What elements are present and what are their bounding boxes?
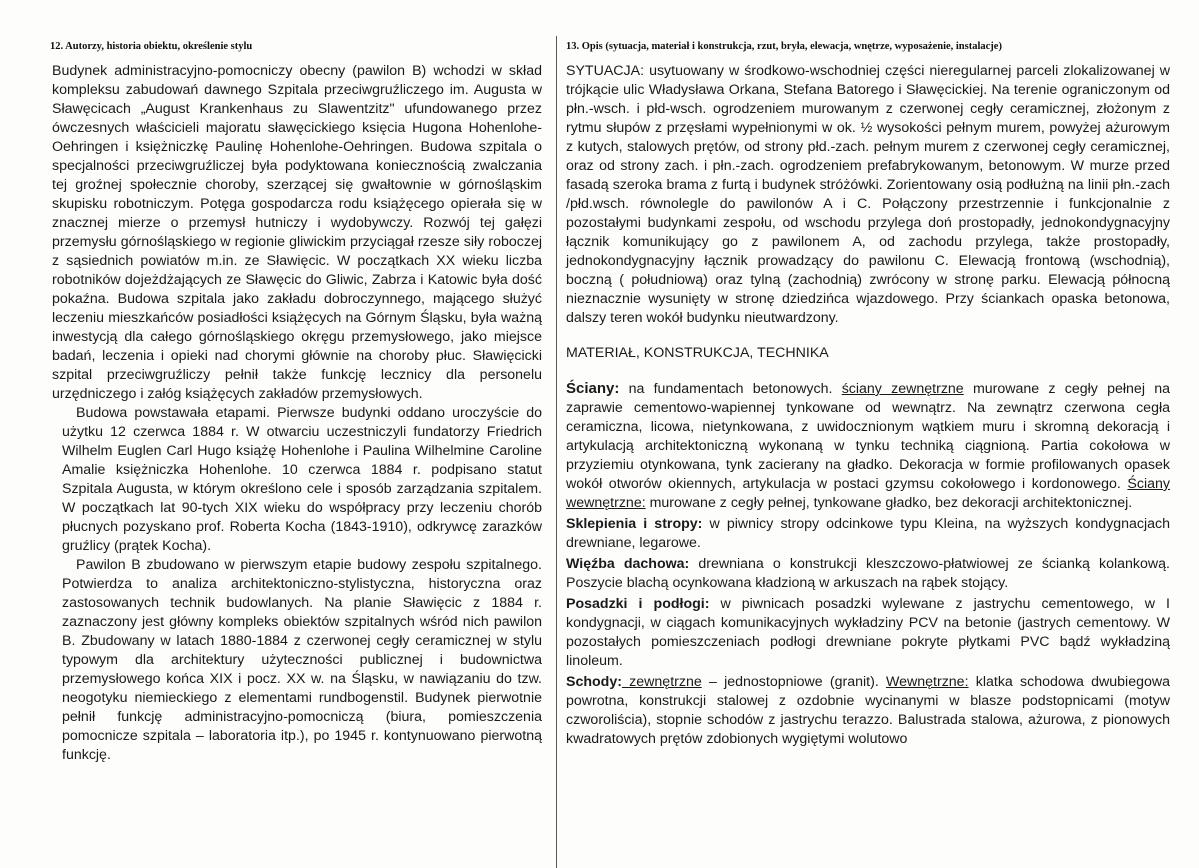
- section-heading-description: 13. Opis (sytuacja, materiał i konstrukcja, rzut, bryła, elewacja, wnętrze, wyposażenie, instalacje): [566, 41, 1002, 52]
- ceilings-text: w piwnicy stropy odcinkowe typu Kleina, na wyższych kondygnacjach drewniane, legarowe.: [566, 516, 1170, 551]
- situation-paragraph: SYTUACJA: usytuowany w środkowo-wschodniej części nieregularnej parceli zlokalizowanej w trójkącie ulic Władysława Orkana, Stefana Batorego i Sławęcickiej. Na terenie ograniczonym od płn.-wsch. i płd-wsch. ogrodzeniem murowanym z czerwonej cegły ceramicznej, złożonym z rytmu słupów z przęsłami wypełnionymi w ok. ½ wysokości pełnym murem, powyżej ażurowym z kutych, stalowych prętów, od strony płd.-zach. pełnym murem z czerwonej cegły ceramicznej, oraz od strony zach. i płn.-zach. ogrodzeniem prefabrykowanym, betonowym. W murze przed fasadą szeroka brama z furtą i budynek stróżówki. Zorientowany osią podłużną na linii płn.-zach /płd.wsch. równolegle do pawilonów A i C. Połączony przestrzennie i funkcjonalnie z pozostałymi budynkami zespołu, od wschodu przylega doń prostopadły, jednokondygnacyjny łącznik komunikujący go z pawilonem A, od zachodu przylega, także prostopadły, jednokondygnacyjny łącznik prowadzący do pawilonu C. Elewacją frontową (wschodnią), boczną ( południową) oraz tylną (zachodnią) zwrócony w stronę parku. Elewacją północną nieznacznie wysunięty w stronę dziedzińca wjazdowego. Przy ściankach opaska betonowa, dalszy teren wokół budynku nieutwardzony.: [566, 63, 1170, 326]
- stairs-text-1: – jednostopniowe (granit).: [701, 674, 886, 690]
- walls-label: Ściany:: [566, 380, 620, 397]
- floors-entry: [566, 595, 1170, 671]
- walls-entry: [566, 379, 1170, 513]
- right-column: [566, 40, 1170, 751]
- left-column: [50, 40, 542, 765]
- walls-text-3: murowane z cegły pełnej, tynkowane gładko, bez dekoracji architektonicznej.: [645, 495, 1133, 511]
- ceilings-label: Sklepienia i stropy:: [566, 516, 703, 532]
- walls-text-1: na fundamentach betonowych.: [619, 381, 842, 397]
- roof-entry: [566, 555, 1170, 593]
- floors-label: Posadzki i podłogi:: [566, 596, 710, 612]
- material-section-title: MATERIAŁ, KONSTRUKCJA, TECHNIKA: [566, 345, 829, 361]
- exterior-walls-label: ściany zewnętrzne: [841, 381, 964, 397]
- ceilings-entry: [566, 515, 1170, 553]
- history-paragraph-2: Budowa powstawała etapami. Pierwsze budynki oddano uroczyście do użytku 12 czerwca 1884 r. W otwarciu uczestniczyli fundatorzy Friedrich Wilhelm Euglen Carl Hugo książę Hohenlohe i Paulina Wilhelmine Caroline Amalie księżniczka Hohenlohe. 10 czerwca 1884 r. podpisano statut Szpitala Augusta, w którym określono cele i sposób zarządzania szpitalem. W początkach lat 90-tych XIX wieku do współpracy przy leczeniu chorób płucnych pozyskano prof. Roberta Kocha (1843-1910), odkrywcę zarazków gruźlicy (prątek Kocha).: [62, 405, 542, 554]
- roof-text: drewniana o konstrukcji kleszczowo-płatwiowej ze ścianką kolankową. Poszycie blachą ocynkowana kładzioną w arkuszach na rąbek stojący.: [566, 556, 1170, 591]
- interior-walls-label: Ściany wewnętrzne:: [566, 476, 1170, 511]
- history-paragraph-3: Pawilon B zbudowano w pierwszym etapie budowy zespołu szpitalnego. Potwierdza to analiza architektoniczno-stylistyczna, historyczna oraz zastosowanych technik budowlanych. Na planie Sławięcic z 1884 r. zaznaczony jest główny kompleks obiektów szpitalnych wśród nich pawilon B. Zbudowany w latach 1880-1884 z czerwonej cegły ceramicznej w stylu typowym dla architektury użyteczności publicznej i budownictwa przemysłowego końca XIX i pocz. XX w. na Śląsku, w nawiązaniu do tzw. neogotyku niemieckiego z elementami rundbogenstil. Budynek pierwotnie pełnił funkcję administracyjno-pomocniczą (biura, pomieszczenia pomocnicze szpitala – laboratoria itp.), po 1945 r. kontynuowano pierwotną funkcję.: [62, 557, 542, 763]
- section-heading-history: 12. Autorzy, historia obiektu, określenie stylu: [50, 41, 253, 52]
- exterior-stairs-label: zewnętrzne: [621, 674, 702, 690]
- walls-text-2: murowane z cegły pełnej na zaprawie cementowo-wapiennej tynkowane od wewnątrz. Na zewnątrz czerwona cegła ceramiczna, licowa, nietynkowana, z uwidocznionym wątkiem muru i skromną dekoracją i artykulacją architektoniczną wykonaną w tynku techniką ciągnioną. Partia cokołowa w przyziemiu otynkowana, tynk zacierany na gładko. Dekoracja w formie profilowanych opasek wokół otworów okiennych, artykulacja w postaci gzymsu cokołowego i kordonowego.: [566, 381, 1170, 492]
- interior-stairs-label: Wewnętrzne:: [885, 674, 969, 690]
- stairs-label: Schody:: [566, 674, 622, 690]
- floors-text: w piwnicach posadzki wylewane z jastrychu cementowego, w I kondygnacji, w ciągach komunikacyjnych wykładziny PCV na betonie (jastrych cementowy. W pozostałych pomieszczeniach podłogi drewniane pokryte płytkami PVC bądź wykładziną linoleum.: [566, 596, 1170, 669]
- roof-label: Więźba dachowa:: [566, 556, 690, 572]
- stairs-entry: [566, 673, 1170, 749]
- column-divider: [556, 36, 557, 868]
- stairs-text-2: klatka schodowa dwubiegowa powrotna, konstrukcji stalowej z ozdobnie wycinanymi w blasze podstopnicami (motyw czworoliścia), stopnie schodów z jastrychu terazzo. Balustrada stalowa, ażurowa, z pionowych kwadratowych prętów zdobionych wygiętymi wolutowo: [566, 674, 1171, 747]
- history-paragraph-1: Budynek administracyjno-pomocniczy obecny (pawilon B) wchodzi w skład kompleksu zabudowań dawnego Szpitala przeciwgruźliczego im. Augusta w Sławęcicach „August Krankenhaus zu Slawentzitz" ufundowanego przez ówczesnych właścicieli majoratu sławęcickiego księcia Hugona Hohenlohe-Oehringen i księżniczkę Paulinę Hohenlohe-Oehringen. Budowa szpitala o specjalności przeciwgruźliczej była podyktowana koniecznością zwalczania tej groźnej społecznie choroby, szerzącej się gwałtownie w górnośląskim skupisku robotniczym. Potęga gospodarcza rodu książęcego opierała się w znacznej mierze o przemysł hutniczy i wydobywczy. Rozwój tej gałęzi przemysłu górnośląskiego w regionie gliwickim przyciągał rzesze siły roboczej z sąsiednich powiatów m.in. ze Sławięcic. W początkach XX wieku liczba robotników dojeżdżających ze Sławęcic do Gliwic, Zabrza i Katowic była dość pokaźna. Budowa szpitala jako zakładu dobroczynnego, mającego służyć leczeniu mieszkańców posiadłości książęcych na Górnym Śląsku, była ważną inwestycją dla całego górnośląskiego okręgu przemysłowego, jako miejsce badań, leczenia i opieki nad chorymi głównie na choroby płuc. Sławięcicki szpital przeciwgruźliczy pełnił także funkcję lecznicy dla personelu urzędniczego i załóg książęcych zakładów przemysłowych.: [52, 63, 542, 402]
